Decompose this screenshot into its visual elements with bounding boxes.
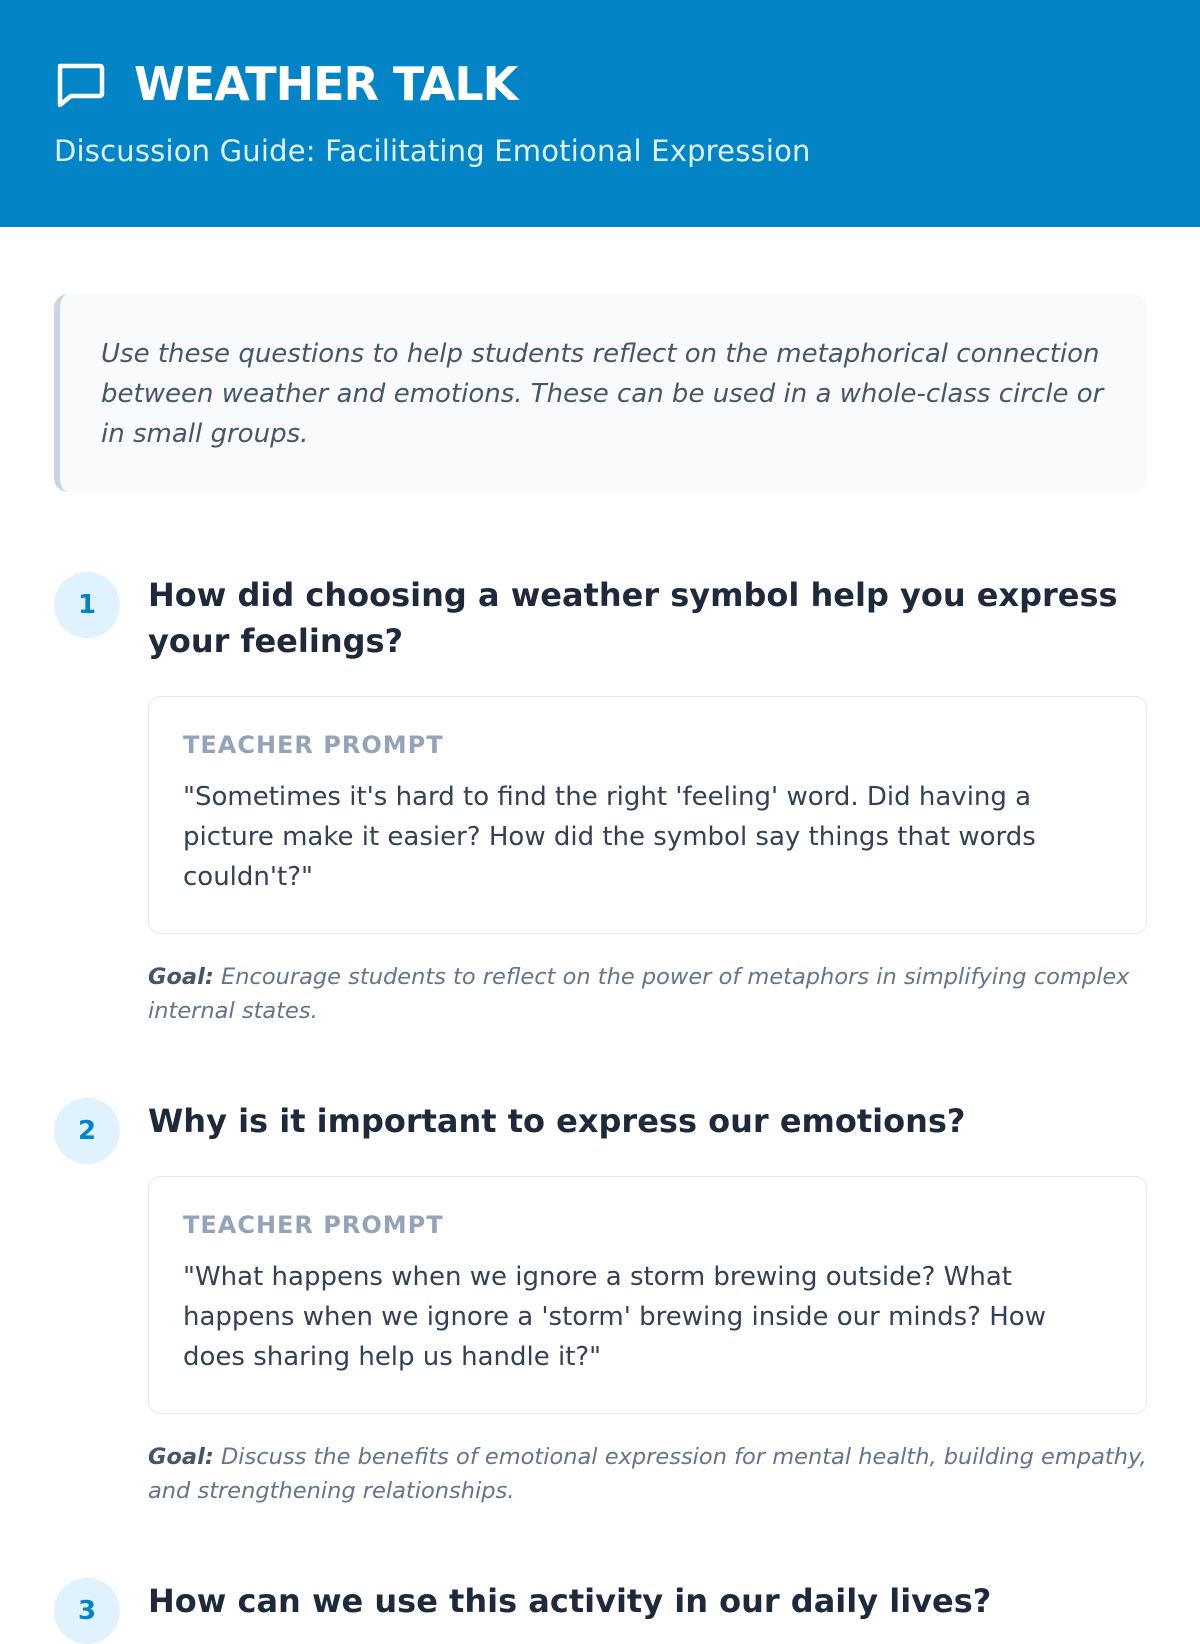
question-number-badge: 1 (54, 572, 120, 638)
question-title: How can we use this activity in our daily lives? (148, 1582, 992, 1620)
question-number-badge: 2 (54, 1098, 120, 1164)
main-content (54, 294, 1147, 1624)
page-title: WEATHER TALK (134, 57, 518, 111)
header-title-row (54, 54, 1146, 114)
question-body (148, 572, 1147, 1028)
question-title: Why is it important to express our emotions? (148, 1102, 966, 1140)
question-title: How did choosing a weather symbol help you express your feelings? (148, 576, 1118, 660)
goal-label: Goal: (148, 964, 214, 990)
question-item (54, 572, 1147, 1028)
chat-bubble-icon (54, 58, 106, 110)
teacher-prompt-card (148, 696, 1147, 934)
question-body (148, 1578, 1147, 1624)
question-item (54, 1098, 1147, 1508)
question-number-badge: 3 (54, 1578, 120, 1644)
teacher-prompt-text: "Sometimes it's hard to find the right 'feeling' word. Did having a picture make it easier? How did the symbol say things that words couldn't?" (183, 782, 1036, 892)
question-item (54, 1578, 1147, 1624)
page-subtitle: Discussion Guide: Facilitating Emotional Expression (54, 134, 811, 168)
page-header (0, 0, 1200, 227)
question-goal (148, 960, 1147, 1028)
goal-text: Discuss the benefits of emotional expression for mental health, building empathy, and strengthening relationships. (148, 1444, 1147, 1504)
teacher-prompt-label: TEACHER PROMPT (183, 731, 444, 759)
intro-callout: Use these questions to help students reflect on the metaphorical connection between weather and emotions. These can be used in a whole-class circle or in small groups. (54, 294, 1147, 492)
question-goal (148, 1440, 1147, 1508)
goal-text: Encourage students to reflect on the power of metaphors in simplifying complex internal states. (148, 964, 1130, 1024)
question-body (148, 1098, 1147, 1508)
teacher-prompt-text: "What happens when we ignore a storm brewing outside? What happens when we ignore a 'storm' brewing inside our minds? How does sharing help us handle it?" (183, 1262, 1046, 1372)
goal-label: Goal: (148, 1444, 214, 1470)
teacher-prompt-card (148, 1176, 1147, 1414)
teacher-prompt-label: TEACHER PROMPT (183, 1211, 444, 1239)
